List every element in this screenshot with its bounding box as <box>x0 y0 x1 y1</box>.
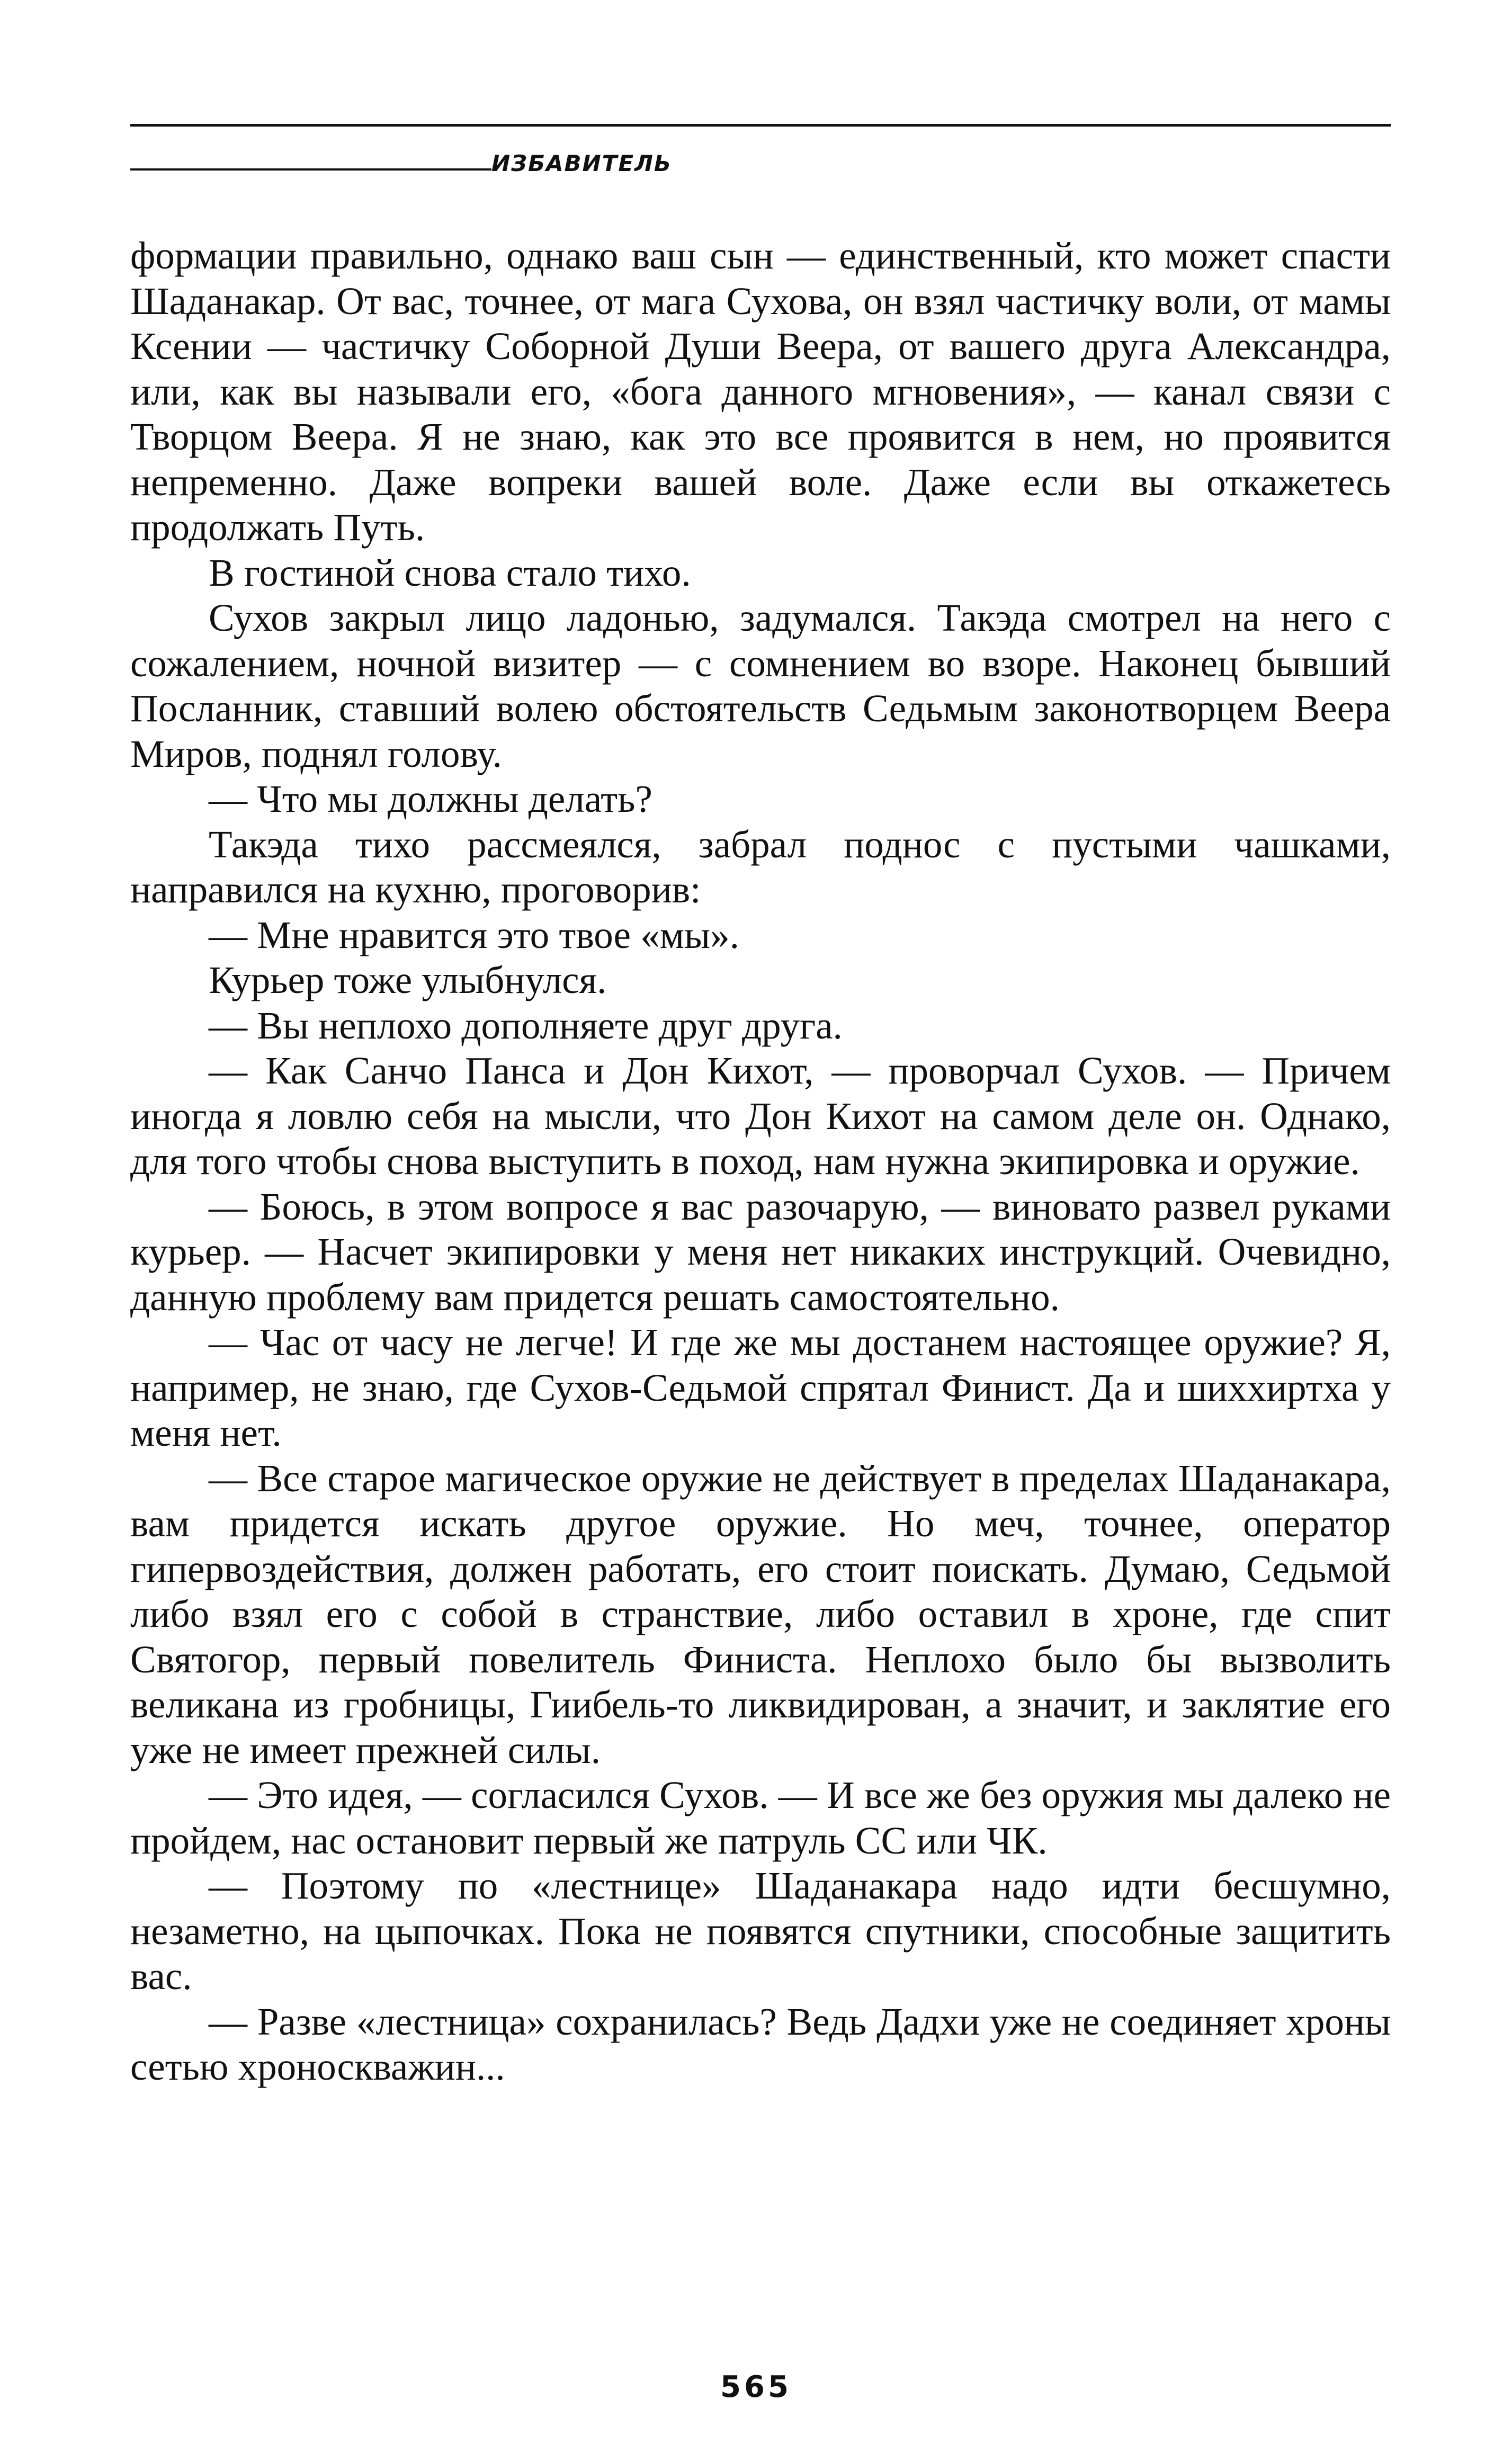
paragraph: — Это идея, — согласился Сухов. — И все же без оружия мы далеко не пройдем, нас остановит первый же патруль СС или ЧК. <box>130 1774 1391 1862</box>
paragraph: Такэда тихо рассмеялся, забрал поднос с пустыми чашками, направился на кухню, проговорив: <box>130 822 1391 911</box>
body-text <box>130 233 1391 2090</box>
paragraph: — Все старое магическое оружие не действует в пределах Шаданакара, вам придется искать другое оружие. Но меч, точнее, оператор гипервоздействия, должен работать, его стоит поискать. Думаю, Седьмой либо взял его с собой в странствие, либо оставил в хроне, где спит Святогор, первый повелитель Финиста. Неплохо было бы вызволить великана из гробницы, Гиибель-то ликвидирован, а значит, и заклятие его уже не имеет прежней силы. <box>130 1456 1391 1771</box>
paragraph: формации правильно, однако ваш сын — единственный, кто может спасти Шаданакар. От вас, точнее, от мага Сухова, он взял частичку воли, от мамы Ксении — частичку Соборной Души Веера, от вашего друга Александра, или, как вы называли его, «бога данного мгновения», — канал связи с Творцом Веера. Я не знаю, как это все проявится в нем, но проявится непременно. Даже вопреки вашей воле. Даже если вы откажетесь продолжать Путь. <box>130 234 1391 549</box>
paragraph: Курьер тоже улыбнулся. <box>209 959 607 1001</box>
paragraph: В гостиной снова стало тихо. <box>209 551 691 594</box>
header-rule <box>130 168 491 171</box>
top-rule <box>130 124 1391 127</box>
header-title: ИЗБАВИТЕЛЬ <box>491 150 672 176</box>
running-header <box>130 141 766 178</box>
paragraph: — Мне нравится это твое «мы». <box>209 913 739 956</box>
paragraph: Сухов закрыл лицо ладонью, задумался. Такэда смотрел на него с сожалением, ночной визитер — с сомнением во взоре. Наконец бывший Посланник, ставший волею обстоятельств Седьмым законотворцем Веера Миров, поднял голову. <box>130 596 1391 775</box>
page-number: 565 <box>720 2370 792 2404</box>
paragraph: — Вы неплохо дополняете друг друга. <box>209 1004 843 1047</box>
paragraph: — Боюсь, в этом вопросе я вас разочарую, — виновато развел руками курьер. — Насчет экипировки у меня нет никаких инструкций. Очевидно, данную проблему вам придется решать самостоятельно. <box>130 1185 1391 1319</box>
paragraph: — Разве «лестница» сохранилась? Ведь Дадхи уже не соединяет хроны сетью хроноскважин... <box>130 2000 1391 2088</box>
paragraph: — Как Санчо Панса и Дон Кихот, — проворчал Сухов. — Причем иногда я ловлю себя на мысли, что Дон Кихот на самом деле он. Однако, для того чтобы снова выступить в поход, нам нужна экипировка и оружие. <box>130 1049 1391 1183</box>
paragraph: — Что мы должны делать? <box>209 777 652 820</box>
paragraph: — Час от часу не легче! И где же мы достанем настоящее оружие? Я, например, не знаю, где Сухов-Седьмой спрятал Финист. Да и шиххиртха у меня нет. <box>130 1321 1391 1454</box>
paragraph: — Поэтому по «лестнице» Шаданакара надо идти бесшумно, незаметно, на цыпочках. Пока не появятся спутники, способные защитить вас. <box>130 1864 1391 1998</box>
